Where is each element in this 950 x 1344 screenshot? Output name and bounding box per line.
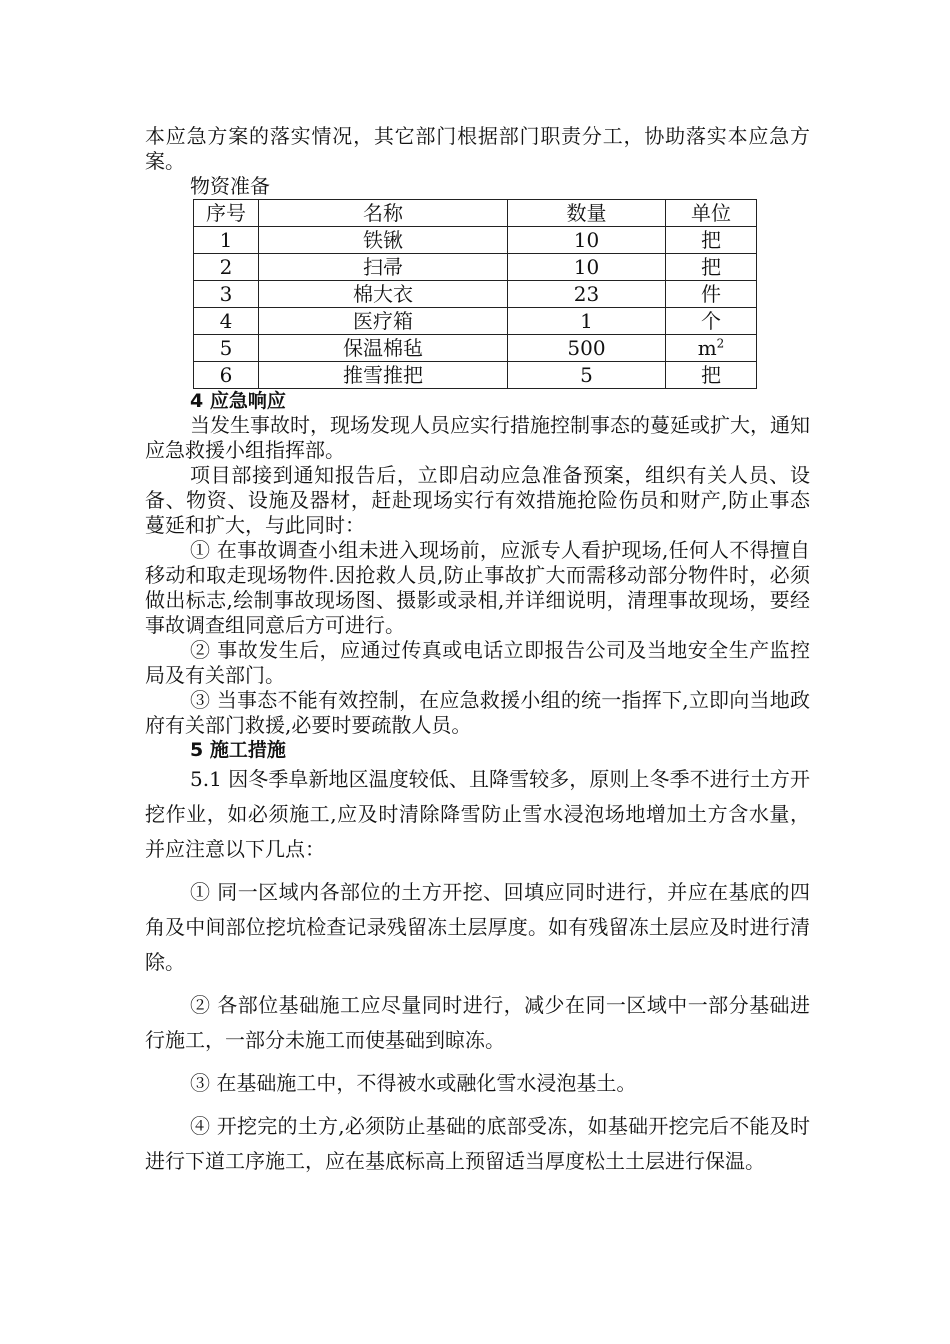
header-quantity: 数量 <box>508 200 666 227</box>
cell-index: 4 <box>194 308 259 335</box>
unit-superscript: 2 <box>716 336 725 351</box>
cell-unit: 把 <box>666 362 757 389</box>
cell-index: 6 <box>194 362 259 389</box>
section-5-paragraph: ① 同一区域内各部位的土方开挖、回填应同时进行，并应在基底的四角及中间部位挖坑检查记录残留冻土层厚度。如有残留冻土层应及时进行清除。 <box>145 880 810 974</box>
cell-unit: 个 <box>666 308 757 335</box>
cell-index: 2 <box>194 254 259 281</box>
section-5-paragraph: ② 各部位基础施工应尽量同时进行，减少在同一区域中一部分基础进行施工，一部分未施工而使基础到晾冻。 <box>145 993 810 1052</box>
table-header-row <box>194 200 757 227</box>
table-row <box>194 308 757 335</box>
cell-index: 3 <box>194 281 259 308</box>
section-5-paragraph: ④ 开挖完的土方,必须防止基础的底部受冻，如基础开挖完后不能及时进行下道工序施工，应在基底标高上预留适当厚度松土土层进行保温。 <box>145 1114 810 1173</box>
cell-name: 铁锹 <box>259 227 508 254</box>
header-unit: 单位 <box>666 200 757 227</box>
cell-quantity: 10 <box>508 227 666 254</box>
cell-quantity: 5 <box>508 362 666 389</box>
table-row <box>194 362 757 389</box>
cell-unit <box>666 335 757 362</box>
cell-index: 1 <box>194 227 259 254</box>
cell-name: 医疗箱 <box>259 308 508 335</box>
table-row <box>194 254 757 281</box>
section-5-title: 5 施工措施 <box>190 739 286 761</box>
cell-quantity: 500 <box>508 335 666 362</box>
cell-name: 推雪推把 <box>259 362 508 389</box>
table-row <box>194 227 757 254</box>
cell-unit: 件 <box>666 281 757 308</box>
intro-paragraph: 本应急方案的落实情况，其它部门根据部门职责分工，协助落实本应急方案。 <box>145 124 810 173</box>
table-row <box>194 335 757 362</box>
section-4-paragraph: ③ 当事态不能有效控制，在应急救援小组的统一指挥下,立即向当地政府有关部门救援,必要时要疏散人员。 <box>145 688 810 737</box>
section-4-paragraph: ① 在事故调查小组未进入现场前，应派专人看护现场,任何人不得擅自移动和取走现场物件.因抢救人员,防止事故扩大而需移动部分物件时，必须做出标志,绘制事故现场图、摄影或录相,并详细说明，清理事故现场，要经事故调查组同意后方可进行。 <box>145 538 810 637</box>
unit-base: m <box>697 336 717 360</box>
cell-quantity: 10 <box>508 254 666 281</box>
cell-unit: 把 <box>666 227 757 254</box>
section-4-paragraph: 当发生事故时，现场发现人员应实行措施控制事态的蔓延或扩大，通知应急救援小组指挥部。 <box>145 413 810 462</box>
supplies-label: 物资准备 <box>190 174 270 198</box>
header-name: 名称 <box>259 200 508 227</box>
cell-name: 扫帚 <box>259 254 508 281</box>
section-5-paragraph: 5.1 因冬季阜新地区温度较低、且降雪较多，原则上冬季不进行土方开挖作业，如必须施工,应及时清除降雪防止雪水浸泡场地增加土方含水量，并应注意以下几点： <box>145 767 810 861</box>
cell-quantity: 1 <box>508 308 666 335</box>
header-index: 序号 <box>194 200 259 227</box>
cell-quantity: 23 <box>508 281 666 308</box>
section-4-title: 4 应急响应 <box>190 390 286 412</box>
section-5-paragraph: ③ 在基础施工中，不得被水或融化雪水浸泡基土。 <box>190 1071 637 1095</box>
document-page <box>145 124 810 1179</box>
cell-unit: 把 <box>666 254 757 281</box>
section-4-paragraph: 项目部接到通知报告后，立即启动应急准备预案，组织有关人员、设备、物资、设施及器材，赶赴现场实行有效措施抢险伤员和财产,防止事态蔓延和扩大，与此同时： <box>145 463 810 537</box>
supplies-table <box>193 199 757 389</box>
cell-name: 保温棉毡 <box>259 335 508 362</box>
section-4-paragraph: ② 事故发生后，应通过传真或电话立即报告公司及当地安全生产监控局及有关部门。 <box>145 638 810 687</box>
cell-index: 5 <box>194 335 259 362</box>
table-row <box>194 281 757 308</box>
cell-name: 棉大衣 <box>259 281 508 308</box>
